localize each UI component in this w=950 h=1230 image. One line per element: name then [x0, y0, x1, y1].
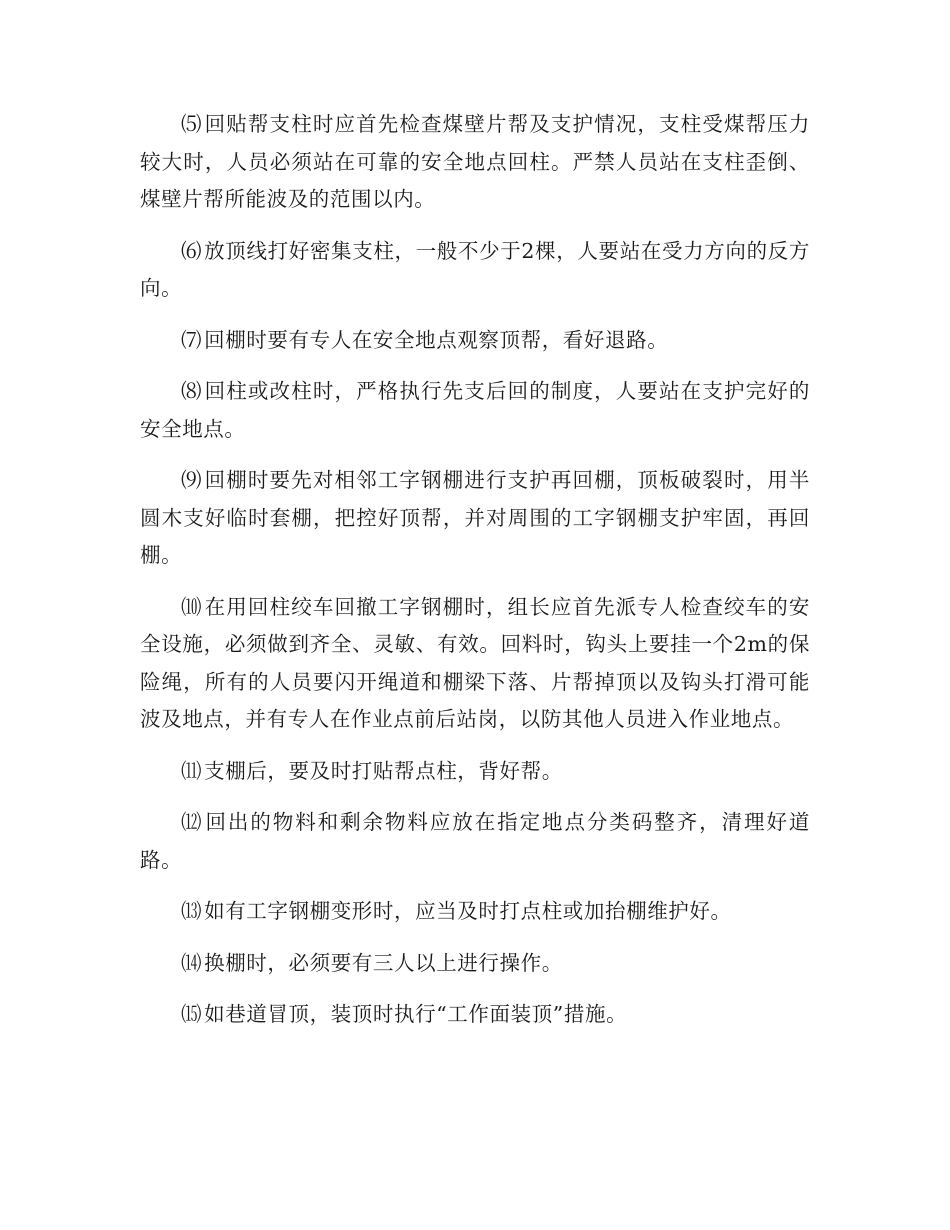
paragraph-text: 换棚时，必须要有三人以上进行操作。 — [204, 950, 563, 975]
item-number: ⑿ — [181, 810, 204, 834]
paragraph-11 — [140, 753, 810, 791]
item-number: ⑻ — [181, 379, 203, 403]
item-number: ⒁ — [181, 950, 203, 975]
paragraph-7 — [140, 322, 810, 360]
paragraph-5 — [140, 106, 810, 219]
paragraph-15 — [140, 996, 810, 1034]
paragraph-text: 回棚时要有专人在安全地点观察顶帮，看好退路。 — [204, 327, 669, 352]
paragraph-text: 回柱或改柱时，严格执行先支后回的制度，人要站在支护完好的安全地点。 — [140, 379, 810, 441]
paragraph-13 — [140, 893, 810, 931]
item-number: ⑽ — [181, 594, 203, 619]
item-number: ⒂ — [181, 1002, 203, 1026]
paragraph-6 — [140, 233, 810, 308]
item-number: ⑸ — [181, 112, 203, 136]
paragraph-12 — [140, 804, 810, 879]
paragraph-text: 放顶线打好密集支柱，一般不少于2棵，人要站在受力方向的反方向。 — [140, 238, 810, 300]
paragraph-9 — [140, 462, 810, 575]
item-number: ⑼ — [181, 468, 203, 492]
paragraph-text: 如有工字钢棚变形时，应当及时打点柱或加抬棚维护好。 — [204, 899, 732, 923]
paragraph-10 — [140, 589, 810, 739]
paragraph-text: 如巷道冒顶，装顶时执行“工作面装顶”措施。 — [204, 1002, 628, 1026]
item-number: ⑹ — [181, 238, 203, 263]
item-number: ⑾ — [181, 758, 203, 783]
paragraph-text: 回出的物料和剩余物料应放在指定地点分类码整齐，清理好道路。 — [140, 810, 810, 872]
paragraph-text: 回贴帮支柱时应首先检查煤壁片帮及支护情况，支柱受煤帮压力较大时，人员必须站在可靠的安全地点回柱。严禁人员站在支柱歪倒、煤壁片帮所能波及的范围以内。 — [140, 112, 810, 211]
paragraph-8 — [140, 373, 810, 448]
document-body — [140, 106, 810, 1048]
paragraph-text: 支棚后，要及时打贴帮点柱，背好帮。 — [204, 758, 563, 783]
paragraph-text: 在用回柱绞车回撤工字钢棚时，组长应首先派专人检查绞车的安全设施，必须做到齐全、灵敏、有效。回料时，钩头上要挂一个2m的保险绳，所有的人员要闪开绳道和棚梁下落、片帮掉顶以及钩头打滑可能波及地点，并有专人在作业点前后站岗，以防其他人员进入作业地点。 — [140, 594, 810, 731]
item-number: ⑺ — [181, 327, 203, 352]
paragraph-14 — [140, 945, 810, 983]
paragraph-text: 回棚时要先对相邻工字钢棚进行支护再回棚，顶板破裂时，用半圆木支好临时套棚，把控好顶帮，并对周围的工字钢棚支护牢固，再回棚。 — [140, 468, 810, 567]
item-number: ⒀ — [181, 899, 203, 923]
